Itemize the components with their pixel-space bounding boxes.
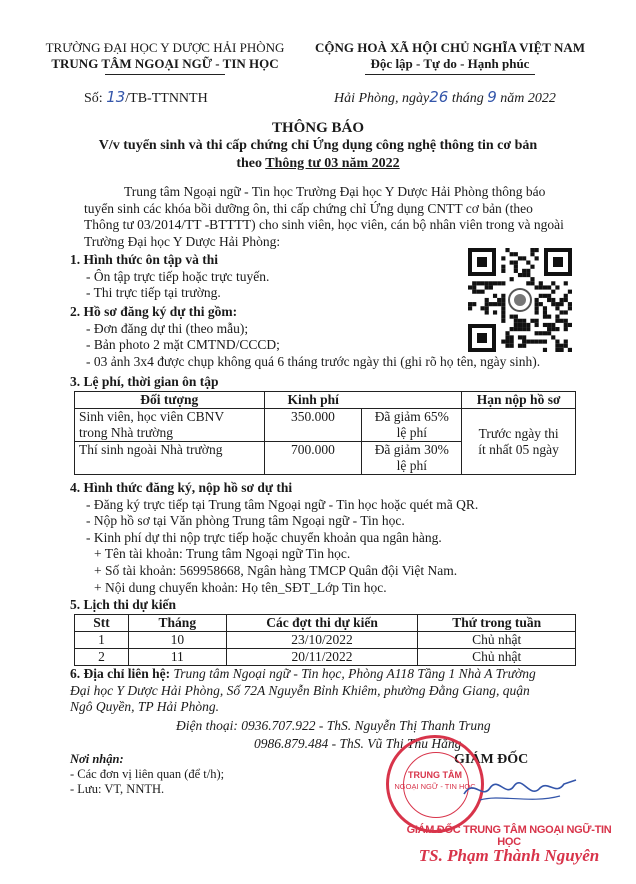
issuer-center: TRUNG TÂM NGOẠI NGỮ - TIN HỌC — [51, 56, 279, 71]
document-date: Hải Phòng, ngày26 tháng 9 năm 2022 — [334, 88, 556, 106]
motto-underline — [365, 74, 535, 75]
section-6-heading: 6. Địa chỉ liên hệ: — [70, 666, 171, 681]
document-subject-line2: theo Thông tư 03 năm 2022 — [236, 156, 400, 171]
national-motto-block — [300, 40, 600, 75]
signer-position: GIÁM ĐỐC TRUNG TÂM NGOẠI NGỮ-TIN HỌC — [406, 824, 612, 848]
document-number-handwritten: 13 — [106, 88, 126, 106]
table-row: 2 11 20/11/2022 Chủ nhật — [75, 649, 576, 666]
document-number: Số: 13/TB-TTNNTH — [84, 88, 208, 106]
section-4: 4. Hình thức đăng ký, nộp hồ sơ dự thi - Đăng ký trực tiếp tại Trung tâm Ngoại ngữ - Tin học hoặc quét mã QR. - Nộp hồ sơ tại Văn phòng Trung tâm Ngoại ngữ - Tin học. - Kinh phí dự thi nộp trực tiếp hoặc chuyển khoản qua ngân hàng. + Tên tài khoản: Trung tâm Ngoại ngữ Tin học. + Số tài khoản: 569958668, Ngân hàng TMCP Quân đội Việt Nam. + Nội dung chuyển khoản: Họ tên_SĐT_Lớp Tin học. — [70, 480, 590, 596]
national-name: CỘNG HOÀ XÃ HỘI CHỦ NGHĨA VIỆT NAM — [314, 40, 586, 55]
official-seal: TRUNG TÂM NGOẠI NGỮ - TIN HỌC — [386, 735, 484, 833]
section-3-heading: 3. Lệ phí, thời gian ôn tập — [70, 374, 219, 389]
section-6: 6. Địa chỉ liên hệ: Trung tâm Ngoại ngữ - Tin học, Phòng A118 Tầng 1 Nhà A Trường Đại học Y Dược Hải Phòng, Số 72A Nguyễn Bỉnh Khiêm, phường Đằng Giang, quận Ngô Quyền, TP Hải Phòng. — [70, 666, 536, 715]
section-3 — [70, 374, 219, 391]
issuer-university: TRƯỜNG ĐẠI HỌC Y DƯỢC HẢI PHÒNG — [45, 40, 285, 55]
contact-phone-1: Điện thoại: 0936.707.922 - ThS. Nguyễn Thị Thanh Trung — [176, 718, 491, 733]
section-5 — [70, 597, 176, 614]
table-row: Sinh viên, học viên CBNV trong Nhà trường 350.000 Đã giảm 65% lệ phí Trước ngày thi ít nhất 05 ngày — [75, 409, 576, 442]
fee-table-header: Đối tượng Kinh phí Hạn nộp hồ sơ — [75, 392, 576, 409]
section-2-heading: 2. Hồ sơ đăng ký dự thi gồm: — [70, 304, 238, 319]
document-subject: V/v tuyển sinh và thi cấp chứng chỉ Ứng dụng công nghệ thông tin cơ bản — [98, 138, 538, 153]
intro-paragraph: Trung tâm Ngoại ngữ - Tin học Trường Đại học Y Dược Hải Phòng thông báo tuyển sinh các khóa bồi dưỡng ôn, thi cấp chứng chỉ Ứng dụng CNTT cơ bản (theo Thông tư 03/2014/TT -BTTTT) cho sinh viên, học viên, cán bộ nhân viên trong và ngoài Trường Đại học Y Dược Hải Phòng: — [84, 184, 564, 249]
submission-deadline: Trước ngày thi ít nhất 05 ngày — [462, 409, 576, 475]
recipients-block: Nơi nhận: - Các đơn vị liên quan (để t/h); - Lưu: VT, NNTH. — [70, 752, 225, 796]
section-2: 2. Hồ sơ đăng ký dự thi gồm: - Đơn đăng dự thi (theo mẫu); - Bản photo 2 mặt CMTND/CCCD; - 03 ảnh 3x4 được chụp không quá 6 tháng trước ngày thi (ghi rõ họ tên, ngày sinh). — [70, 304, 590, 370]
date-month-handwritten: 9 — [487, 88, 497, 106]
issuer-underline — [105, 74, 225, 75]
section-4-heading: 4. Hình thức đăng ký, nộp hồ sơ dự thi — [70, 480, 293, 495]
recipients-heading: Nơi nhận: — [70, 752, 124, 766]
section-5-heading: 5. Lịch thi dự kiến — [70, 597, 177, 612]
section-1: 1. Hình thức ôn tập và thi - Ôn tập trực tiếp hoặc trực tuyến. - Thi trực tiếp tại trường. — [70, 252, 270, 301]
fee-table — [74, 391, 576, 475]
exam-schedule-table — [74, 614, 576, 666]
signature-title: GIÁM ĐỐC — [454, 752, 529, 767]
document-title: THÔNG BÁO — [271, 120, 365, 136]
signer-name: TS. Phạm Thành Nguyên — [418, 846, 600, 865]
issuer-block — [30, 40, 300, 75]
schedule-table-header: Stt Tháng Các đợt thi dự kiến Thứ trong tuần — [75, 615, 576, 632]
signature-scribble — [460, 770, 580, 810]
circular-reference: Thông tư 03 năm 2022 — [265, 156, 400, 171]
table-row: Thí sinh ngoài Nhà trường 700.000 Đã giảm 30% lệ phí — [75, 442, 576, 475]
contact-phone-2: 0986.879.484 - ThS. Vũ Thị Thu Hằng — [254, 736, 462, 751]
table-row: 1 10 23/10/2022 Chủ nhật — [75, 632, 576, 649]
date-day-handwritten: 26 — [429, 88, 449, 106]
national-motto: Độc lập - Tự do - Hạnh phúc — [370, 56, 530, 71]
section-1-heading: 1. Hình thức ôn tập và thi — [70, 252, 219, 267]
